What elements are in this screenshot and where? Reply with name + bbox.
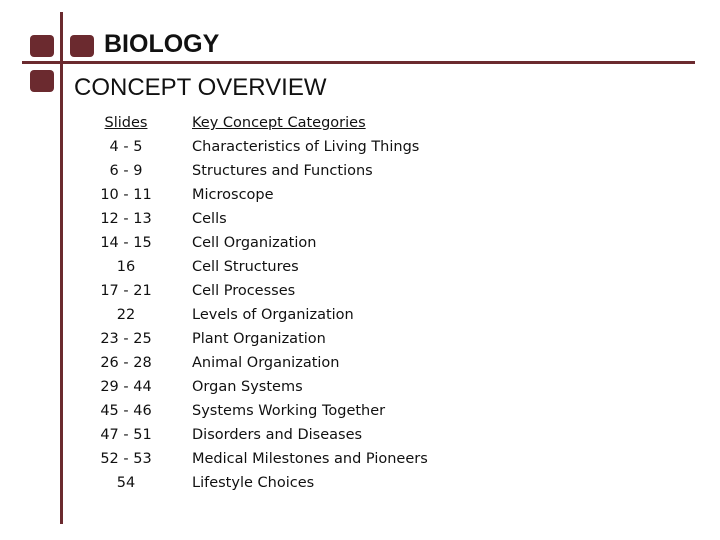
table-row [0,426,720,450]
table-row [0,306,720,330]
category-cell: Organ Systems [192,379,303,395]
category-cell: Cells [192,211,227,227]
slides-cell: 45 - 46 [100,403,152,419]
slides-cell: 54 [116,475,136,491]
category-cell: Animal Organization [192,355,340,371]
slides-cell: 29 - 44 [100,379,152,395]
concept-table [0,138,720,498]
category-cell: Levels of Organization [192,307,354,323]
table-row [0,258,720,282]
category-cell: Lifestyle Choices [192,475,315,491]
table-row [0,234,720,258]
slides-cell: 26 - 28 [100,355,152,371]
column-header-slides: Slides [104,115,148,131]
table-header [0,114,720,132]
table-row [0,450,720,474]
horizontal-divider-line [22,61,695,64]
table-row [0,186,720,210]
category-cell: Structures and Functions [192,163,373,179]
category-cell: Systems Working Together [192,403,386,419]
table-row [0,162,720,186]
slides-cell: 12 - 13 [100,211,152,227]
category-cell: Characteristics of Living Things [192,139,420,155]
table-row [0,282,720,306]
page-subtitle: CONCEPT OVERVIEW [74,74,327,101]
slides-cell: 16 [116,259,136,275]
table-row [0,474,720,498]
category-cell: Cell Processes [192,283,296,299]
slides-cell: 52 - 53 [100,451,152,467]
table-row [0,354,720,378]
slides-cell: 22 [116,307,136,323]
decorative-square-top-right [70,35,94,57]
decorative-square-bottom-left [30,70,54,92]
column-header-categories: Key Concept Categories [192,115,366,131]
category-cell: Cell Organization [192,235,317,251]
slides-cell: 17 - 21 [100,283,152,299]
page-title: BIOLOGY [104,30,220,58]
slides-cell: 14 - 15 [100,235,152,251]
category-cell: Disorders and Diseases [192,427,363,443]
table-row [0,378,720,402]
table-row [0,138,720,162]
category-cell: Cell Structures [192,259,299,275]
slides-cell: 6 - 9 [109,163,143,179]
table-row [0,210,720,234]
table-row [0,330,720,354]
decorative-square-top-left [30,35,54,57]
table-row [0,402,720,426]
slides-cell: 10 - 11 [100,187,152,203]
slides-cell: 4 - 5 [109,139,143,155]
category-cell: Plant Organization [192,331,326,347]
slides-cell: 23 - 25 [100,331,152,347]
slides-cell: 47 - 51 [100,427,152,443]
category-cell: Microscope [192,187,274,203]
category-cell: Medical Milestones and Pioneers [192,451,428,467]
